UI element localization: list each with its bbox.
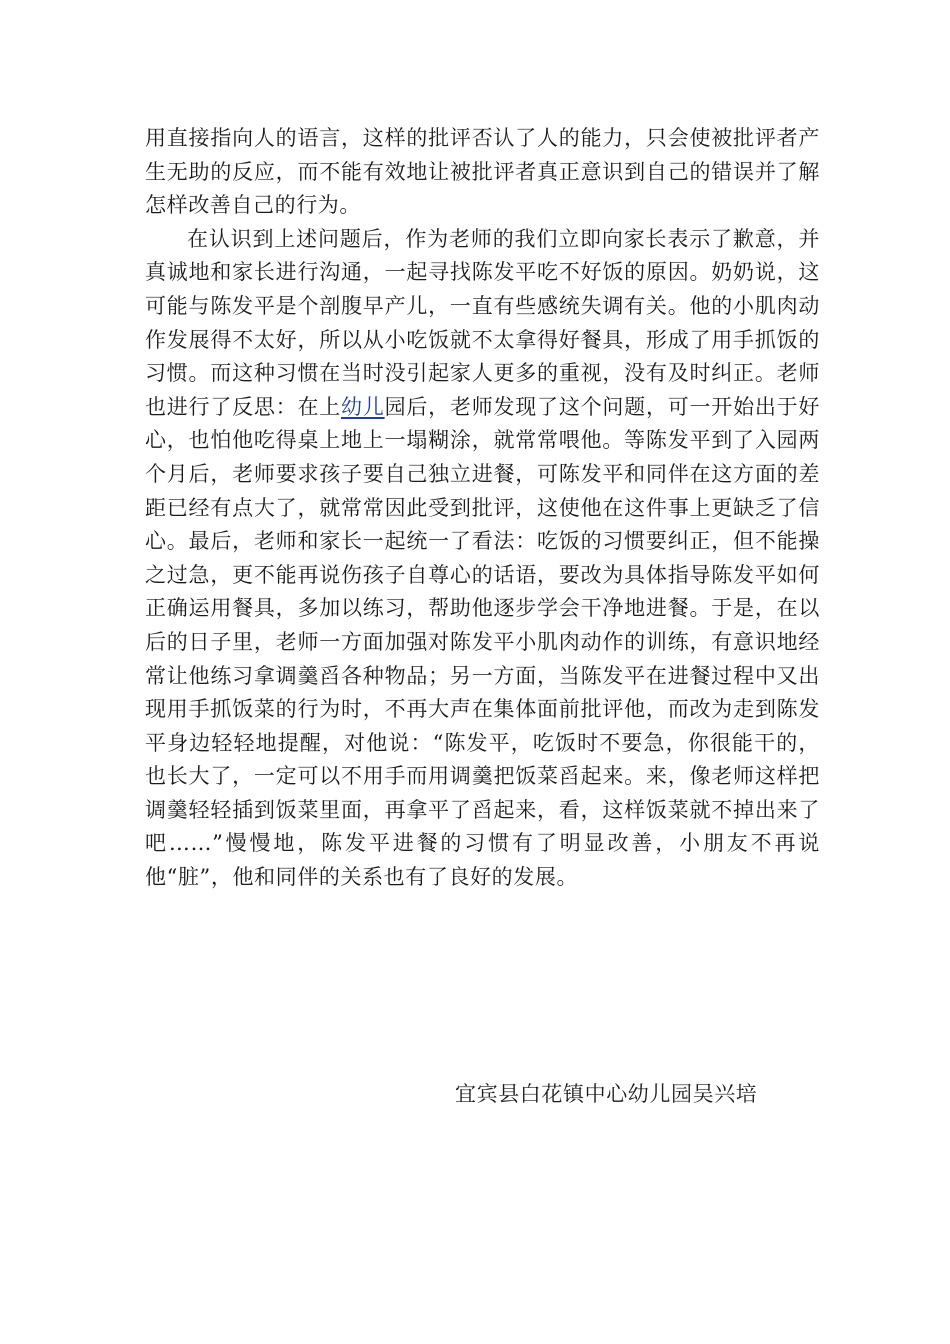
paragraph-2-text-start: 在认识到上述问题后，作为老师的我们立即向家长表示了歉意，并真诚地和家长进行沟通，一起寻找陈发平吃不好饭的原因。奶奶说，这可能与陈发平是个剖腹早产儿，一直有些感统失调有关。他的小肌肉动作发展得不太好，所以从小吃饭就不太拿得好餐具，形成了用手抓饭的习惯。而这种习惯在当时没引起家人更多的重视，没有及时纠正。老师也进行了反思：在上 (145, 226, 820, 419)
paragraph-2-text-end: 园后，老师发现了这个问题，可一开始出于好心，也怕他吃得桌上地上一塌糊涂，就常常喂他。等陈发平到了入园两个月后，老师要求孩子要自己独立进餐，可陈发平和同伴在这方面的差距已经有点大了，就常常因此受到批评，这使他在这件事上更缺乏了信心。最后，老师和家长一起统一了看法：吃饭的习惯要纠正，但不能操之过急，更不能再说伤孩子自尊心的话语，要改为具体指导陈发平如何正确运用餐具，多加以练习，帮助他逐步学会干净地进餐。于是，在以后的日子里，老师一方面加强对陈发平小肌肉动作的训练，有意识地经常让他练习拿调羹舀各种物品；另一方面，当陈发平在进餐过程中又出现用手抓饭菜的行为时，不再大声在集体面前批评他，而改为走到陈发平身边轻轻地提醒，对他说：“陈发平，吃饭时不要急，你很能干的，也长大了，一定可以不用手而用调羹把饭菜舀起来。来，像老师这样把调羹轻轻插到饭菜里面，再拿平了舀起来，看，这样饭菜就不掉出来了吧……”慢慢地，陈发平进餐的习惯有了明显改善，小朋友不再说他“脏”，他和同伴的关系也有了良好的发展。 (145, 394, 821, 890)
kindergarten-link[interactable]: 幼儿 (341, 394, 385, 419)
article-body (145, 122, 820, 895)
paragraph-1: 用直接指向人的语言，这样的批评否认了人的能力，只会使被批评者产生无助的反应，而不能有效地让被批评者真正意识到自己的错误并了解怎样改善自己的行为。 (145, 126, 820, 218)
paragraph-2 (145, 223, 820, 895)
author-signature: 宜宾县白花镇中心幼儿园吴兴培 (455, 1082, 758, 1106)
